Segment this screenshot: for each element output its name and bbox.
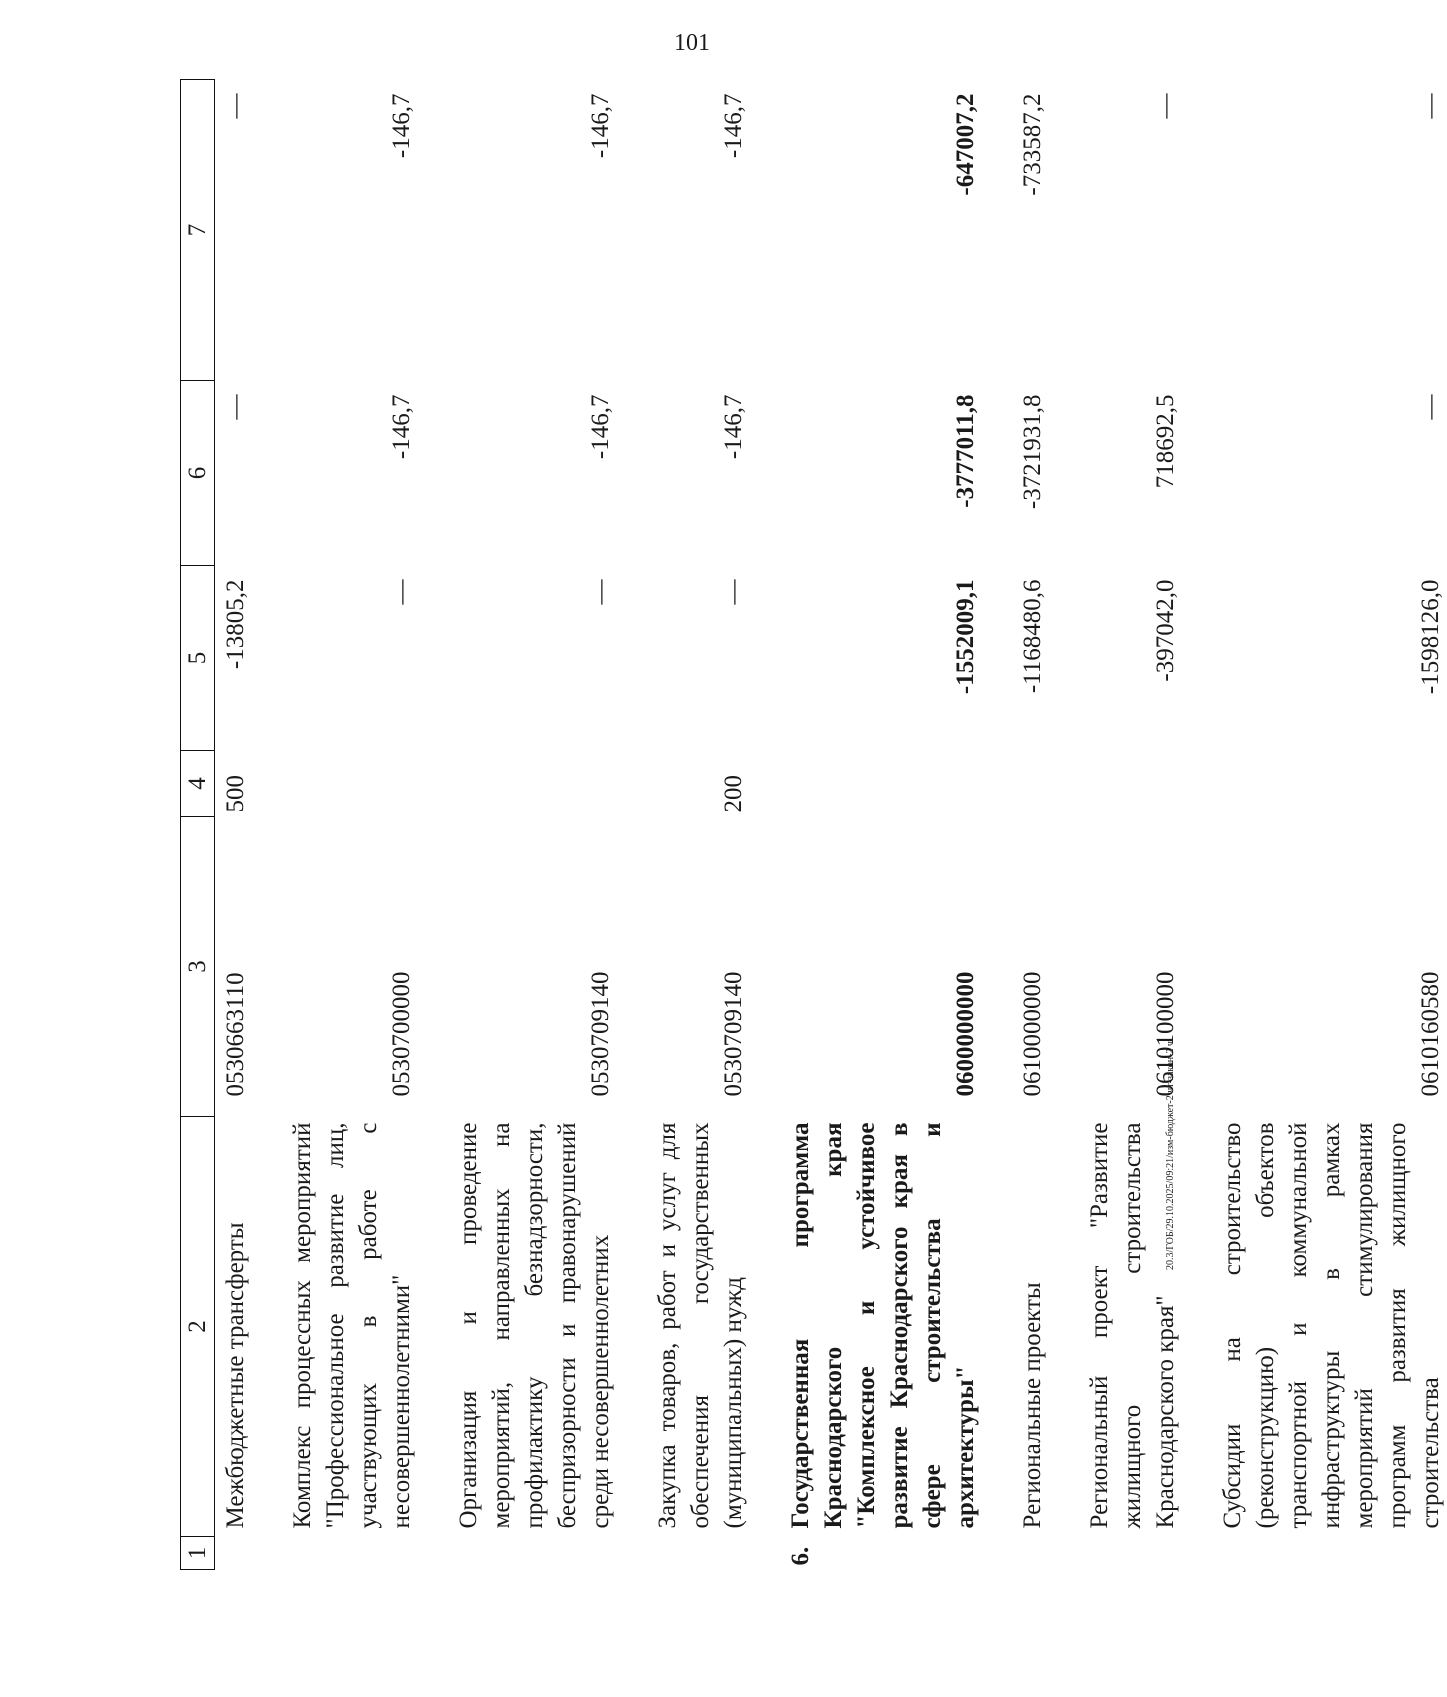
row-number [1182,1537,1447,1570]
row-name: Межбюджетные трансферты [222,1222,249,1529]
row-value-5: — [388,579,415,605]
row-number [617,1537,750,1570]
row-type [1182,751,1447,817]
row-value-5: — [720,579,747,605]
row-code: 0600000000 [952,971,979,1097]
row-type [252,751,418,817]
row-value-6: -146,7 [388,394,415,460]
table-row [1049,80,1182,1570]
table-row [982,80,1049,1570]
row-code: 0530709140 [720,971,747,1097]
row-value-5: -1168480,6 [1019,579,1046,694]
row-type: 500 [222,775,249,813]
row-value-7: — [222,93,249,119]
row-value-7: -647007,2 [952,93,979,196]
row-value-6: -146,7 [587,394,614,460]
row-value-6: — [222,394,249,420]
row-value-5: -1552009,1 [952,579,979,695]
table-row [252,80,418,1570]
row-number [252,1537,418,1570]
row-value-6: 718692,5 [1152,394,1179,489]
row-value-6: — [1417,394,1444,420]
row-number [982,1537,1049,1570]
row-number [1049,1537,1182,1570]
table-row [617,80,750,1570]
row-value-5: -1598126,0 [1417,579,1444,695]
table-row-program [750,80,982,1570]
row-name: Комплекс процессных мероприятий "Профессиональное развитие лиц, участвующих в работе с несовершеннолетними" [289,1122,415,1529]
row-value-7: -146,7 [388,93,415,159]
row-name: Государственная программа Краснодарского края "Комплексное и устойчивое развитие Краснодарского края в сфере строительства и архитектуры" [787,1122,979,1529]
row-value-6: -146,7 [720,394,747,460]
page-number: 101 [674,30,710,56]
row-name: Субсидии на строительство (реконструкцию) объектов транспортной и коммунальной инфраструктуры в рамках мероприятий стимулирования программ развития жилищного строительства [1219,1122,1444,1529]
row-value-6: -3721931,8 [1019,394,1046,510]
row-name: Организация и проведение мероприятий, направленных на профилактику безнадзорности, беспризорности и правонарушений среди несовершеннолетних [455,1122,614,1529]
row-name: Закупка товаров, работ и услуг для обеспечения государственных (муниципальных) нужд [654,1122,747,1529]
budget-table-rotated [180,80,1444,1570]
column-header: 7 [181,80,215,381]
row-code: 0610000000 [1019,971,1046,1097]
row-type: 200 [720,775,747,813]
column-header: 1 [181,1537,215,1570]
table-row [418,80,617,1570]
row-value-7: -146,7 [720,93,747,159]
column-header: 4 [181,751,215,817]
row-value-7: — [1152,93,1179,119]
row-value-5: -13805,2 [222,579,249,670]
row-code: 0530663110 [222,972,249,1097]
row-name: Региональные проекты [1019,1282,1046,1529]
row-value-7: -146,7 [587,93,614,159]
row-number [215,1537,253,1570]
row-type [982,751,1049,817]
row-number [418,1537,617,1570]
row-code: 0610100000 [1152,971,1179,1097]
row-type [1049,751,1182,817]
row-code: 0530700000 [388,971,415,1097]
row-code: 0610160580 [1417,971,1444,1097]
row-value-6: -3777011,8 [952,394,979,508]
row-code: 0530709140 [587,971,614,1097]
budget-table [180,79,1447,1570]
row-value-5: — [587,579,614,605]
footer-code: 20.3/ГОБ/29.10.2025/09:21/изм-бюджет-2 чт-закон-2 ч [1165,1041,1176,1270]
row-value-5: -397042,0 [1152,579,1179,682]
column-header: 6 [181,381,215,566]
row-value-7: -733587,2 [1019,93,1046,196]
table-row [215,80,253,1570]
column-header: 3 [181,817,215,1117]
column-header: 2 [181,1117,215,1537]
row-type [750,751,982,817]
row-name: Региональный проект "Развитие жилищного строительства Краснодарского края" [1086,1122,1179,1529]
table-row [1182,80,1447,1570]
table-header-row [181,80,215,1570]
row-number: 6. [787,1546,814,1566]
row-value-7: — [1417,93,1444,119]
column-header: 5 [181,566,215,751]
row-type [418,751,617,817]
